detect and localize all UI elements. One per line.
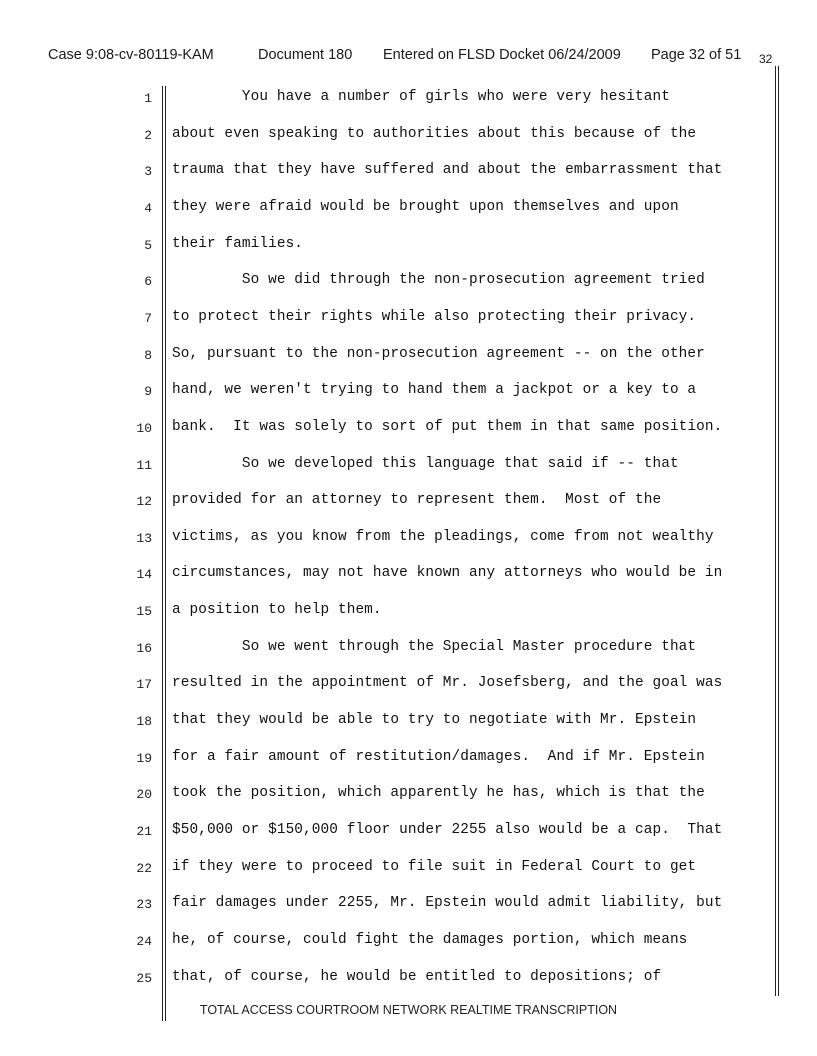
transcript-line: trauma that they have suffered and about the embarrassment that: [172, 162, 723, 178]
line-number: 21: [136, 824, 152, 839]
transcript-line: fair damages under 2255, Mr. Epstein would admit liability, but: [172, 895, 723, 911]
case-number: Case 9:08-cv-80119-KAM: [48, 47, 214, 63]
line-number: 3: [144, 164, 152, 179]
right-margin-rule: [775, 66, 776, 996]
transcript-line: provided for an attorney to represent them. Most of the: [172, 492, 662, 508]
line-number: 10: [136, 421, 152, 436]
entered-on-docket: Entered on FLSD Docket 06/24/2009: [383, 47, 621, 63]
line-number: 18: [136, 714, 152, 729]
page-of-total: Page 32 of 51: [651, 47, 742, 63]
transcript-line: their families.: [172, 236, 304, 252]
line-number: 6: [144, 274, 152, 289]
line-number: 19: [136, 751, 152, 766]
transcript-line: that, of course, he would be entitled to depositions; of: [172, 969, 662, 985]
line-number: 17: [136, 677, 152, 692]
left-margin-rule: [162, 86, 163, 1021]
line-number: 8: [144, 348, 152, 363]
line-number: 23: [136, 897, 152, 912]
line-number: 25: [136, 971, 152, 986]
docket-header: [48, 47, 788, 69]
transcript-line: So we developed this language that said if -- that: [172, 456, 679, 472]
transcript-line: victims, as you know from the pleadings, come from not wealthy: [172, 529, 714, 545]
transcript-line: took the position, which apparently he has, which is that the: [172, 785, 705, 801]
left-margin-rule-inner: [165, 86, 166, 1021]
line-number: 12: [136, 494, 152, 509]
transcript-line: they were afraid would be brought upon themselves and upon: [172, 199, 679, 215]
transcription-footer: TOTAL ACCESS COURTROOM NETWORK REALTIME TRANSCRIPTION: [199, 1003, 618, 1017]
transcript-line: So we went through the Special Master procedure that: [172, 639, 697, 655]
line-number: 14: [136, 567, 152, 582]
transcript-line: he, of course, could fight the damages portion, which means: [172, 932, 688, 948]
line-number: 1: [144, 91, 152, 106]
line-number: 20: [136, 787, 152, 802]
line-number: 7: [144, 311, 152, 326]
transcript-line: a position to help them.: [172, 602, 382, 618]
line-number: 15: [136, 604, 152, 619]
transcript-line: for a fair amount of restitution/damages. And if Mr. Epstein: [172, 749, 705, 765]
line-number: 22: [136, 861, 152, 876]
document-number: Document 180: [258, 47, 353, 63]
transcript-line: bank. It was solely to sort of put them in that same position.: [172, 419, 723, 435]
transcript-line: So, pursuant to the non-prosecution agreement -- on the other: [172, 346, 705, 362]
line-number: 13: [136, 531, 152, 546]
line-number: 11: [136, 458, 152, 473]
transcript-line: resulted in the appointment of Mr. Josefsberg, and the goal was: [172, 675, 723, 691]
line-number: 9: [144, 384, 152, 399]
transcript-line: that they would be able to try to negotiate with Mr. Epstein: [172, 712, 697, 728]
line-number: 2: [144, 128, 152, 143]
right-margin-rule-inner: [778, 66, 779, 996]
transcript-line: So we did through the non-prosecution agreement tried: [172, 272, 705, 288]
transcript-line: to protect their rights while also protecting their privacy.: [172, 309, 697, 325]
transcript-line: circumstances, may not have known any attorneys who would be in: [172, 565, 723, 581]
transcript-line: hand, we weren't trying to hand them a jackpot or a key to a: [172, 382, 697, 398]
transcript-line: $50,000 or $150,000 floor under 2255 also would be a cap. That: [172, 822, 723, 838]
line-number: 4: [144, 201, 152, 216]
transcript-line: if they were to proceed to file suit in Federal Court to get: [172, 859, 697, 875]
transcript-line: You have a number of girls who were very hesitant: [172, 89, 670, 105]
line-number: 5: [144, 238, 152, 253]
line-number: 24: [136, 934, 152, 949]
transcript-page-number: 32: [759, 52, 773, 66]
transcript-line: about even speaking to authorities about this because of the: [172, 126, 697, 142]
line-number: 16: [136, 641, 152, 656]
